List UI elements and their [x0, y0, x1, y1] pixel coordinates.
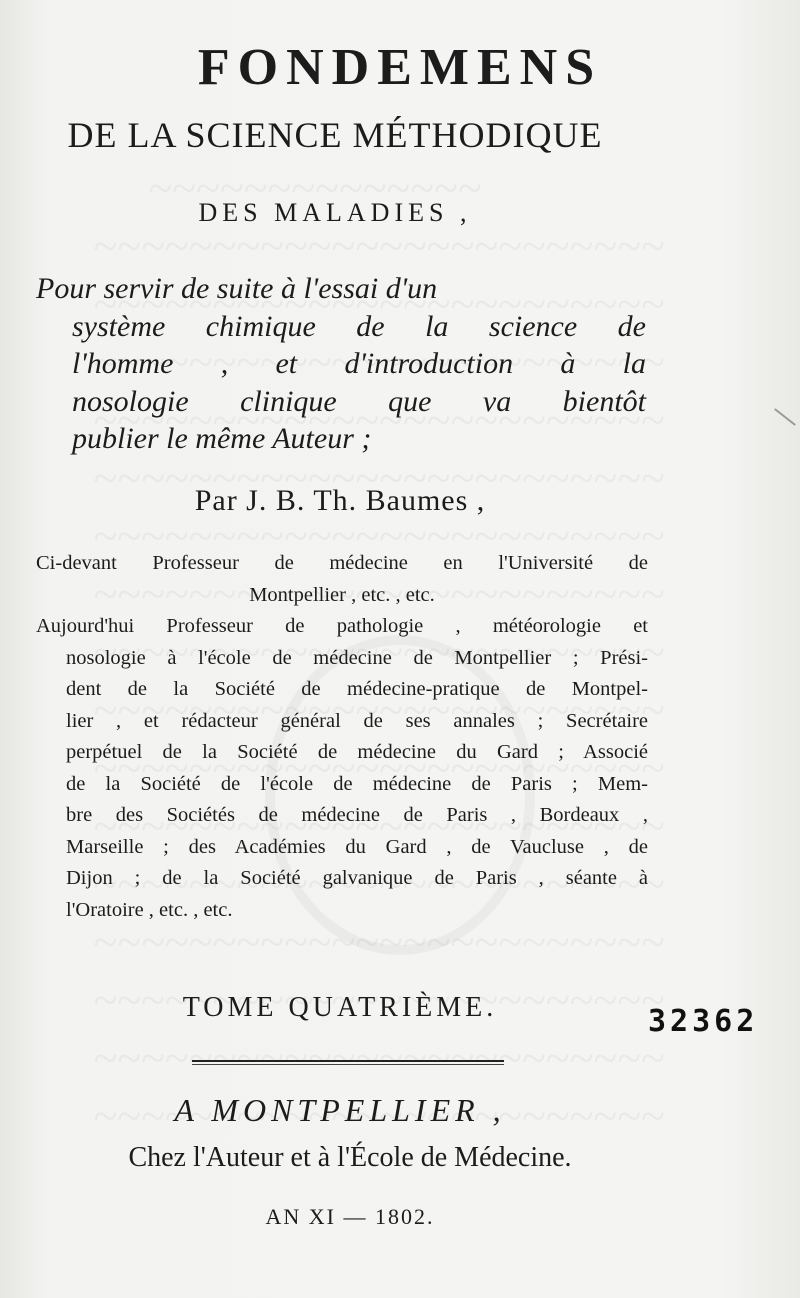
shelfmark-number: 32362: [648, 1004, 759, 1039]
imprint-place: A MONTPELLIER ,: [174, 1092, 506, 1128]
description-line: Pour servir de suite à l'essai d'un: [36, 272, 438, 305]
credentials-line: dent de la Société de médecine-pratique de Montpel-: [66, 678, 648, 700]
credentials-line: nosologie à l'école de médecine de Montpellier ; Prési-: [66, 646, 648, 669]
imprint-publisher: Chez l'Auteur et à l'École de Médecine.: [128, 1142, 572, 1173]
description-line: l'homme , et d'introduction à la: [72, 347, 646, 380]
imprint-date: AN XI — 1802.: [265, 1204, 435, 1229]
subtitle-line-1: DE LA SCIENCE MÉTHODIQUE: [67, 115, 603, 155]
credentials-line: Ci-devant Professeur de médecine en l'Université de: [36, 552, 648, 574]
author-line: Par J. B. Th. Baumes ,: [194, 484, 486, 517]
credentials-line: bre des Sociétés de médecine de Paris , Bordeaux ,: [66, 804, 648, 826]
credentials-line: Aujourd'hui Professeur de pathologie , météorologie et: [36, 615, 648, 637]
book-title: FONDEMENS: [197, 39, 603, 96]
description-line: publier le même Auteur ;: [72, 422, 372, 455]
volume-label: TOME QUATRIÈME.: [182, 992, 498, 1023]
description-line: nosologie clinique que va bientôt: [72, 384, 646, 418]
credentials-line: de la Société de l'école de médecine de Paris ; Mem-: [66, 772, 648, 795]
credentials-line: Montpellier , etc. , etc.: [249, 583, 435, 606]
credentials-line: Marseille ; des Académies du Gard , de Vaucluse , de: [66, 835, 648, 858]
credentials-line: l'Oratoire , etc. , etc.: [66, 898, 233, 921]
divider-rule: [192, 1060, 504, 1065]
author-credentials: [36, 548, 648, 926]
credentials-line: Dijon ; de la Société galvanique de Paris , séante à: [66, 867, 648, 889]
subtitle-line-2: DES MALADIES ,: [198, 198, 472, 227]
description-line: système chimique de la science de: [72, 309, 646, 343]
credentials-line: lier , et rédacteur général de ses annales ; Secrétaire: [66, 709, 648, 732]
description: [36, 270, 646, 458]
credentials-line: perpétuel de la Société de médecine du Gard ; Associé: [66, 741, 648, 763]
page-edge-mark: [774, 408, 796, 426]
